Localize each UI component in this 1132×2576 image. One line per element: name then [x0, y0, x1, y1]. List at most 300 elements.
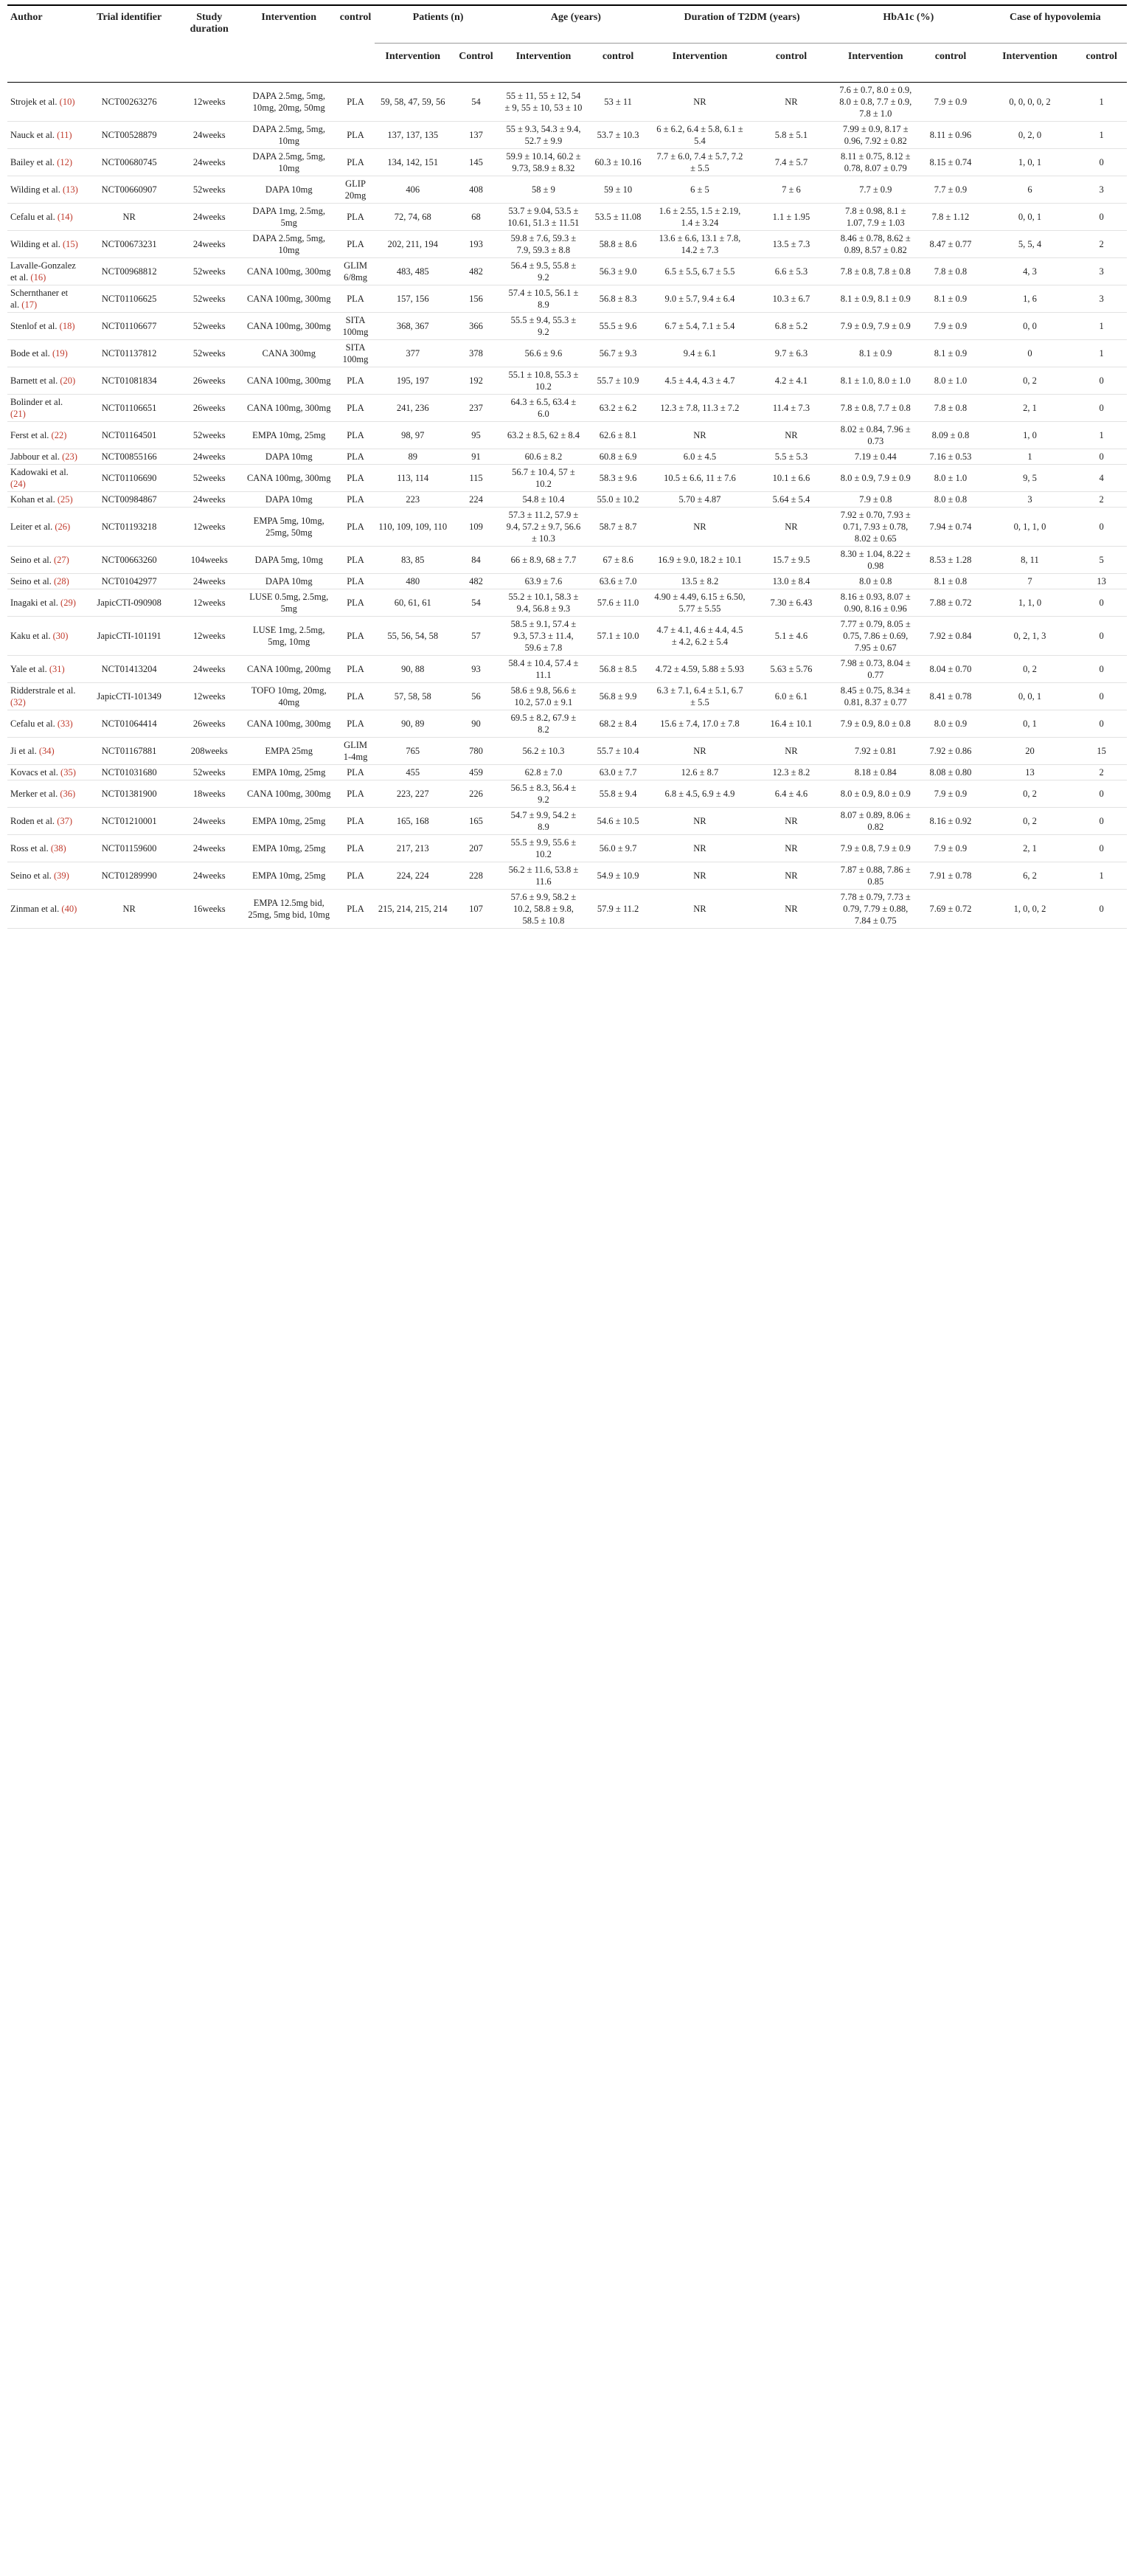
hba1c-intervention-text: 7.99 ± 0.9, 8.17 ± 0.96, 7.92 ± 0.82	[842, 124, 909, 146]
intervention-cell	[242, 808, 336, 835]
patients-intervention-cell	[375, 589, 451, 617]
hypo-control-text: 5	[1099, 555, 1104, 565]
hba1c-control-text: 7.69 ± 0.72	[929, 904, 972, 914]
t2dm-control-cell	[749, 765, 833, 780]
reference-link[interactable]: (26)	[55, 522, 71, 532]
t2dm-control-text: 5.5 ± 5.3	[774, 451, 808, 462]
hypo-intervention-cell	[984, 367, 1077, 395]
hypo-control-cell	[1076, 285, 1127, 313]
intervention-cell	[242, 862, 336, 890]
author-text: Kohan et al.	[10, 494, 55, 505]
age-control-cell	[586, 617, 650, 656]
hba1c-intervention-cell	[833, 313, 917, 340]
hypo-intervention-cell	[984, 710, 1077, 738]
reference-link[interactable]: (35)	[60, 767, 76, 778]
hba1c-control-text: 7.9 ± 0.9	[934, 97, 968, 107]
hypo-intervention-cell	[984, 765, 1077, 780]
trial-id-text: JapicCTI-101191	[97, 631, 162, 641]
trial-id-cell	[82, 589, 177, 617]
hypo-control-cell	[1076, 422, 1127, 449]
intervention-text: DAPA 2.5mg, 5mg, 10mg	[252, 124, 325, 146]
patients-intervention-text: 83, 85	[401, 555, 425, 565]
intervention-cell	[242, 710, 336, 738]
reference-link[interactable]: (27)	[54, 555, 69, 565]
age-control-cell	[586, 149, 650, 176]
author-cell	[7, 890, 82, 929]
patients-intervention-text: 60, 61, 61	[394, 598, 431, 608]
author-text: Barnett et al.	[10, 375, 58, 386]
intervention-text: DAPA 2.5mg, 5mg, 10mg, 20mg, 50mg	[252, 91, 325, 113]
age-control-text: 53 ± 11	[604, 97, 632, 107]
t2dm-intervention-text: 13.6 ± 6.6, 13.1 ± 7.8, 14.2 ± 7.3	[659, 233, 741, 255]
intervention-cell	[242, 258, 336, 285]
hypo-intervention-cell	[984, 808, 1077, 835]
hba1c-control-cell	[917, 122, 983, 149]
author-text: Ji et al.	[10, 746, 37, 756]
trial-id-cell	[82, 465, 177, 492]
hypo-control-cell	[1076, 258, 1127, 285]
intervention-cell	[242, 231, 336, 258]
t2dm-intervention-cell	[650, 449, 749, 465]
age-intervention-text: 56.2 ± 10.3	[522, 746, 565, 756]
reference-link[interactable]: (25)	[57, 494, 73, 505]
hypo-intervention-cell	[984, 574, 1077, 589]
reference-link[interactable]: (15)	[63, 239, 78, 249]
reference-link[interactable]: (29)	[60, 598, 76, 608]
author-text: Wilding et al.	[10, 184, 60, 195]
control-cell	[336, 835, 375, 862]
control-text: PLA	[347, 451, 364, 462]
t2dm-intervention-text: 6.3 ± 7.1, 6.4 ± 5.1, 6.7 ± 5.5	[656, 685, 743, 707]
header-t2dm-duration: Duration of T2DM (years)	[650, 5, 833, 44]
age-control-cell	[586, 862, 650, 890]
trial-id-text: NCT01042977	[101, 576, 157, 586]
hypo-control-text: 0	[1099, 816, 1104, 826]
author-cell	[7, 83, 82, 122]
hypo-control-cell	[1076, 656, 1127, 683]
hba1c-intervention-text: 8.30 ± 1.04, 8.22 ± 0.98	[840, 549, 911, 571]
hypo-intervention-cell	[984, 258, 1077, 285]
patients-control-text: 366	[469, 321, 483, 331]
t2dm-control-text: 5.63 ± 5.76	[770, 664, 813, 674]
patients-control-cell	[451, 340, 501, 367]
hba1c-control-cell	[917, 508, 983, 547]
reference-link[interactable]: (32)	[10, 697, 26, 707]
reference-link[interactable]: (31)	[49, 664, 65, 674]
duration-cell	[177, 176, 242, 204]
hypo-control-text: 3	[1099, 294, 1104, 304]
age-intervention-cell	[501, 83, 586, 122]
hypo-intervention-cell	[984, 780, 1077, 808]
control-text: PLA	[347, 631, 364, 641]
hba1c-intervention-cell	[833, 508, 917, 547]
reference-link[interactable]: (28)	[54, 576, 69, 586]
control-text: PLA	[347, 904, 364, 914]
duration-cell	[177, 683, 242, 710]
t2dm-intervention-cell	[650, 149, 749, 176]
reference-link[interactable]: (23)	[62, 451, 77, 462]
intervention-text: CANA 100mg, 200mg	[246, 664, 331, 674]
t2dm-control-text: 6.4 ± 4.6	[774, 789, 808, 799]
patients-control-cell	[451, 808, 501, 835]
intervention-text: DAPA 10mg	[265, 494, 313, 505]
reference-link[interactable]: (33)	[57, 719, 73, 729]
hba1c-control-cell	[917, 204, 983, 231]
table-row	[7, 683, 1127, 710]
hypo-intervention-text: 0, 2	[1023, 375, 1037, 386]
t2dm-intervention-cell	[650, 313, 749, 340]
duration-text: 52weeks	[192, 430, 226, 440]
duration-cell	[177, 465, 242, 492]
patients-intervention-cell	[375, 656, 451, 683]
patients-intervention-cell	[375, 395, 451, 422]
age-intervention-cell	[501, 367, 586, 395]
duration-text: 24weeks	[192, 130, 226, 140]
reference-link[interactable]: (34)	[38, 746, 55, 756]
trial-id-cell	[82, 492, 177, 508]
age-control-text: 56.8 ± 8.5	[599, 664, 637, 674]
hypo-intervention-cell	[984, 149, 1077, 176]
intervention-text: DAPA 2.5mg, 5mg, 10mg	[252, 233, 325, 255]
duration-cell	[177, 367, 242, 395]
hypo-intervention-cell	[984, 340, 1077, 367]
patients-intervention-text: 98, 97	[401, 430, 425, 440]
reference-link[interactable]: (21)	[10, 409, 26, 419]
hypo-intervention-cell	[984, 890, 1077, 929]
age-intervention-text: 69.5 ± 8.2, 67.9 ± 8.2	[510, 713, 577, 735]
duration-cell	[177, 547, 242, 574]
hypo-control-cell	[1076, 149, 1127, 176]
t2dm-intervention-cell	[650, 465, 749, 492]
reference-link[interactable]: (38)	[50, 843, 66, 854]
reference-link[interactable]: (17)	[21, 300, 38, 310]
trial-id-text: NCT00968812	[101, 266, 157, 277]
author-cell	[7, 683, 82, 710]
subheader-hypo-intervention: Intervention	[984, 44, 1077, 83]
trial-id-text: NCT01106690	[101, 473, 157, 483]
reference-link[interactable]: (30)	[52, 631, 69, 641]
t2dm-control-text: 10.3 ± 6.7	[772, 294, 810, 304]
author-cell	[7, 780, 82, 808]
patients-control-cell	[451, 395, 501, 422]
trial-id-cell	[82, 835, 177, 862]
age-intervention-text: 57.4 ± 10.5, 56.1 ± 8.9	[508, 288, 579, 310]
subheader-t2dm-control: control	[749, 44, 833, 83]
reference-link[interactable]: (40)	[61, 904, 77, 914]
hypo-intervention-text: 6	[1027, 184, 1032, 195]
hypo-control-cell	[1076, 176, 1127, 204]
reference-link[interactable]: (14)	[57, 212, 73, 222]
age-control-cell	[586, 285, 650, 313]
duration-cell	[177, 149, 242, 176]
hypo-intervention-text: 0, 2	[1023, 816, 1037, 826]
patients-control-cell	[451, 149, 501, 176]
author-text: Inagaki et al.	[10, 598, 58, 608]
patients-control-text: 228	[469, 870, 483, 881]
hba1c-intervention-text: 7.19 ± 0.44	[854, 451, 897, 462]
patients-control-text: 193	[469, 239, 483, 249]
hba1c-control-cell	[917, 465, 983, 492]
duration-text: 16weeks	[192, 904, 226, 914]
t2dm-intervention-cell	[650, 340, 749, 367]
hba1c-intervention-cell	[833, 176, 917, 204]
hba1c-intervention-cell	[833, 547, 917, 574]
hba1c-control-text: 8.09 ± 0.8	[931, 430, 970, 440]
age-intervention-text: 63.2 ± 8.5, 62 ± 8.4	[507, 430, 580, 440]
hypo-control-cell	[1076, 465, 1127, 492]
author-text: Kovacs et al.	[10, 767, 58, 778]
t2dm-control-cell	[749, 835, 833, 862]
t2dm-control-text: 5.1 ± 4.6	[774, 631, 808, 641]
reference-link[interactable]: (24)	[10, 479, 26, 489]
author-text: Bailey et al.	[10, 157, 55, 167]
t2dm-intervention-text: NR	[693, 843, 706, 854]
duration-text: 26weeks	[192, 403, 226, 413]
hypo-intervention-text: 0, 0, 1	[1018, 691, 1042, 702]
hypo-control-cell	[1076, 508, 1127, 547]
age-intervention-text: 58.6 ± 9.8, 56.6 ± 10.2, 57.0 ± 9.1	[510, 685, 577, 707]
patients-intervention-cell	[375, 465, 451, 492]
patients-intervention-cell	[375, 204, 451, 231]
table-row	[7, 176, 1127, 204]
table-row	[7, 367, 1127, 395]
t2dm-intervention-cell	[650, 808, 749, 835]
reference-link[interactable]: (10)	[59, 97, 75, 107]
control-text: GLIP 20mg	[344, 179, 367, 201]
age-control-text: 62.6 ± 8.1	[599, 430, 637, 440]
patients-control-text: 780	[469, 746, 483, 756]
reference-link[interactable]: (11)	[57, 130, 72, 140]
age-control-cell	[586, 340, 650, 367]
intervention-cell	[242, 176, 336, 204]
patients-intervention-cell	[375, 890, 451, 929]
t2dm-control-cell	[749, 122, 833, 149]
patients-control-cell	[451, 367, 501, 395]
patients-control-text: 237	[469, 403, 483, 413]
control-text: PLA	[347, 576, 364, 586]
hba1c-intervention-cell	[833, 465, 917, 492]
duration-text: 52weeks	[192, 294, 226, 304]
hypo-control-cell	[1076, 313, 1127, 340]
hypo-intervention-text: 1	[1027, 451, 1032, 462]
patients-intervention-text: 224, 224	[396, 870, 429, 881]
age-control-cell	[586, 574, 650, 589]
intervention-text: EMPA 10mg, 25mg	[252, 430, 326, 440]
trial-id-text: NCT00673231	[101, 239, 157, 249]
age-control-text: 55.7 ± 10.9	[597, 375, 639, 386]
age-intervention-cell	[501, 738, 586, 765]
hypo-intervention-cell	[984, 492, 1077, 508]
trial-id-text: NCT01193218	[101, 522, 157, 532]
control-text: PLA	[347, 816, 364, 826]
t2dm-intervention-cell	[650, 83, 749, 122]
age-control-cell	[586, 449, 650, 465]
duration-cell	[177, 710, 242, 738]
patients-intervention-text: 90, 89	[401, 719, 425, 729]
trial-id-cell	[82, 780, 177, 808]
t2dm-control-cell	[749, 617, 833, 656]
t2dm-intervention-cell	[650, 285, 749, 313]
intervention-text: CANA 100mg, 300mg	[246, 321, 331, 331]
hba1c-control-text: 8.0 ± 1.0	[934, 473, 968, 483]
age-control-text: 53.7 ± 10.3	[597, 130, 639, 140]
age-intervention-text: 55 ± 9.3, 54.3 ± 9.4, 52.7 ± 9.9	[506, 124, 581, 146]
patients-intervention-text: 157, 156	[396, 294, 429, 304]
reference-link[interactable]: (13)	[63, 184, 78, 195]
hba1c-intervention-text: 7.92 ± 0.70, 7.93 ± 0.71, 7.93 ± 0.78, 8.02 ± 0.65	[840, 510, 911, 544]
hypo-intervention-cell	[984, 835, 1077, 862]
reference-link[interactable]: (19)	[52, 348, 68, 359]
reference-link[interactable]: (22)	[51, 430, 67, 440]
header-author: Author	[10, 12, 43, 23]
age-intervention-cell	[501, 683, 586, 710]
reference-link[interactable]: (20)	[60, 375, 76, 386]
t2dm-intervention-cell	[650, 765, 749, 780]
hypo-intervention-cell	[984, 122, 1077, 149]
t2dm-control-cell	[749, 204, 833, 231]
t2dm-intervention-text: 15.6 ± 7.4, 17.0 ± 7.8	[660, 719, 740, 729]
control-text: PLA	[347, 403, 364, 413]
trial-id-text: NCT01031680	[101, 767, 157, 778]
trial-id-cell	[82, 683, 177, 710]
age-control-text: 60.8 ± 6.9	[599, 451, 637, 462]
duration-cell	[177, 204, 242, 231]
intervention-cell	[242, 285, 336, 313]
hba1c-intervention-text: 7.9 ± 0.8	[859, 494, 892, 505]
hypo-intervention-text: 1, 0, 0, 2	[1013, 904, 1046, 914]
intervention-text: CANA 100mg, 300mg	[246, 789, 331, 799]
t2dm-control-text: NR	[785, 870, 798, 881]
trial-id-text: NCT01381900	[101, 789, 157, 799]
hypo-intervention-cell	[984, 422, 1077, 449]
age-intervention-cell	[501, 231, 586, 258]
t2dm-control-cell	[749, 176, 833, 204]
t2dm-intervention-text: 13.5 ± 8.2	[681, 576, 719, 586]
patients-control-cell	[451, 574, 501, 589]
author-text: Nauck et al.	[10, 130, 55, 140]
control-text: PLA	[347, 430, 364, 440]
patients-control-cell	[451, 122, 501, 149]
hba1c-control-cell	[917, 890, 983, 929]
reference-link[interactable]: (37)	[57, 816, 73, 826]
author-text: Leiter et al.	[10, 522, 53, 532]
age-control-cell	[586, 835, 650, 862]
t2dm-control-cell	[749, 313, 833, 340]
duration-text: 24weeks	[192, 157, 226, 167]
hba1c-control-cell	[917, 765, 983, 780]
reference-link[interactable]: (16)	[30, 272, 46, 283]
age-intervention-text: 58 ± 9	[531, 184, 555, 195]
patients-control-cell	[451, 449, 501, 465]
author-cell	[7, 449, 82, 465]
hypo-control-text: 0	[1099, 719, 1104, 729]
age-intervention-cell	[501, 285, 586, 313]
t2dm-control-cell	[749, 422, 833, 449]
patients-control-text: 95	[471, 430, 481, 440]
control-text: GLIM 6/8mg	[344, 260, 368, 283]
patients-intervention-cell	[375, 835, 451, 862]
patients-intervention-cell	[375, 258, 451, 285]
author-cell	[7, 340, 82, 367]
table-row	[7, 285, 1127, 313]
control-cell	[336, 395, 375, 422]
patients-intervention-cell	[375, 765, 451, 780]
author-text: Ferst et al.	[10, 430, 49, 440]
duration-text: 52weeks	[192, 321, 226, 331]
patients-control-cell	[451, 862, 501, 890]
hba1c-intervention-cell	[833, 765, 917, 780]
age-control-cell	[586, 780, 650, 808]
t2dm-intervention-cell	[650, 862, 749, 890]
t2dm-control-text: 13.5 ± 7.3	[772, 239, 810, 249]
t2dm-intervention-cell	[650, 492, 749, 508]
author-text: Cefalu et al.	[10, 719, 55, 729]
author-cell	[7, 313, 82, 340]
reference-link[interactable]: (12)	[57, 157, 72, 167]
intervention-cell	[242, 465, 336, 492]
duration-text: 104weeks	[190, 555, 228, 565]
patients-control-cell	[451, 780, 501, 808]
hba1c-control-cell	[917, 258, 983, 285]
age-control-cell	[586, 765, 650, 780]
t2dm-intervention-cell	[650, 422, 749, 449]
duration-cell	[177, 890, 242, 929]
age-control-cell	[586, 83, 650, 122]
age-intervention-cell	[501, 547, 586, 574]
table-row	[7, 258, 1127, 285]
trial-id-cell	[82, 449, 177, 465]
patients-intervention-cell	[375, 738, 451, 765]
subheader-hypo-control: control	[1076, 44, 1127, 83]
hba1c-intervention-cell	[833, 890, 917, 929]
patients-control-cell	[451, 258, 501, 285]
age-intervention-text: 53.7 ± 9.04, 53.5 ± 10.61, 51.3 ± 11.51	[507, 206, 580, 228]
control-text: PLA	[347, 375, 364, 386]
author-text: Bode et al.	[10, 348, 50, 359]
hypo-control-text: 0	[1099, 375, 1104, 386]
author-text: Kaku et al.	[10, 631, 51, 641]
hba1c-intervention-cell	[833, 835, 917, 862]
trial-id-cell	[82, 738, 177, 765]
patients-control-text: 459	[469, 767, 483, 778]
table-row	[7, 83, 1127, 122]
hba1c-intervention-text: 7.98 ± 0.73, 8.04 ± 0.77	[840, 658, 911, 680]
age-control-cell	[586, 204, 650, 231]
author-cell	[7, 547, 82, 574]
trial-id-cell	[82, 890, 177, 929]
reference-link[interactable]: (18)	[59, 321, 75, 331]
author-cell	[7, 231, 82, 258]
trial-id-text: NCT01081834	[101, 375, 157, 386]
age-intervention-cell	[501, 465, 586, 492]
t2dm-control-cell	[749, 589, 833, 617]
intervention-cell	[242, 367, 336, 395]
patients-control-cell	[451, 285, 501, 313]
t2dm-control-text: 1.1 ± 1.95	[772, 212, 810, 222]
duration-text: 24weeks	[192, 843, 226, 854]
t2dm-control-cell	[749, 738, 833, 765]
reference-link[interactable]: (39)	[54, 870, 69, 881]
hba1c-control-cell	[917, 367, 983, 395]
t2dm-intervention-text: 16.9 ± 9.0, 18.2 ± 10.1	[658, 555, 742, 565]
age-intervention-cell	[501, 589, 586, 617]
reference-link[interactable]: (36)	[60, 789, 76, 799]
table-row	[7, 589, 1127, 617]
duration-text: 24weeks	[192, 239, 226, 249]
patients-intervention-cell	[375, 808, 451, 835]
intervention-cell	[242, 617, 336, 656]
hba1c-control-text: 8.15 ± 0.74	[929, 157, 972, 167]
